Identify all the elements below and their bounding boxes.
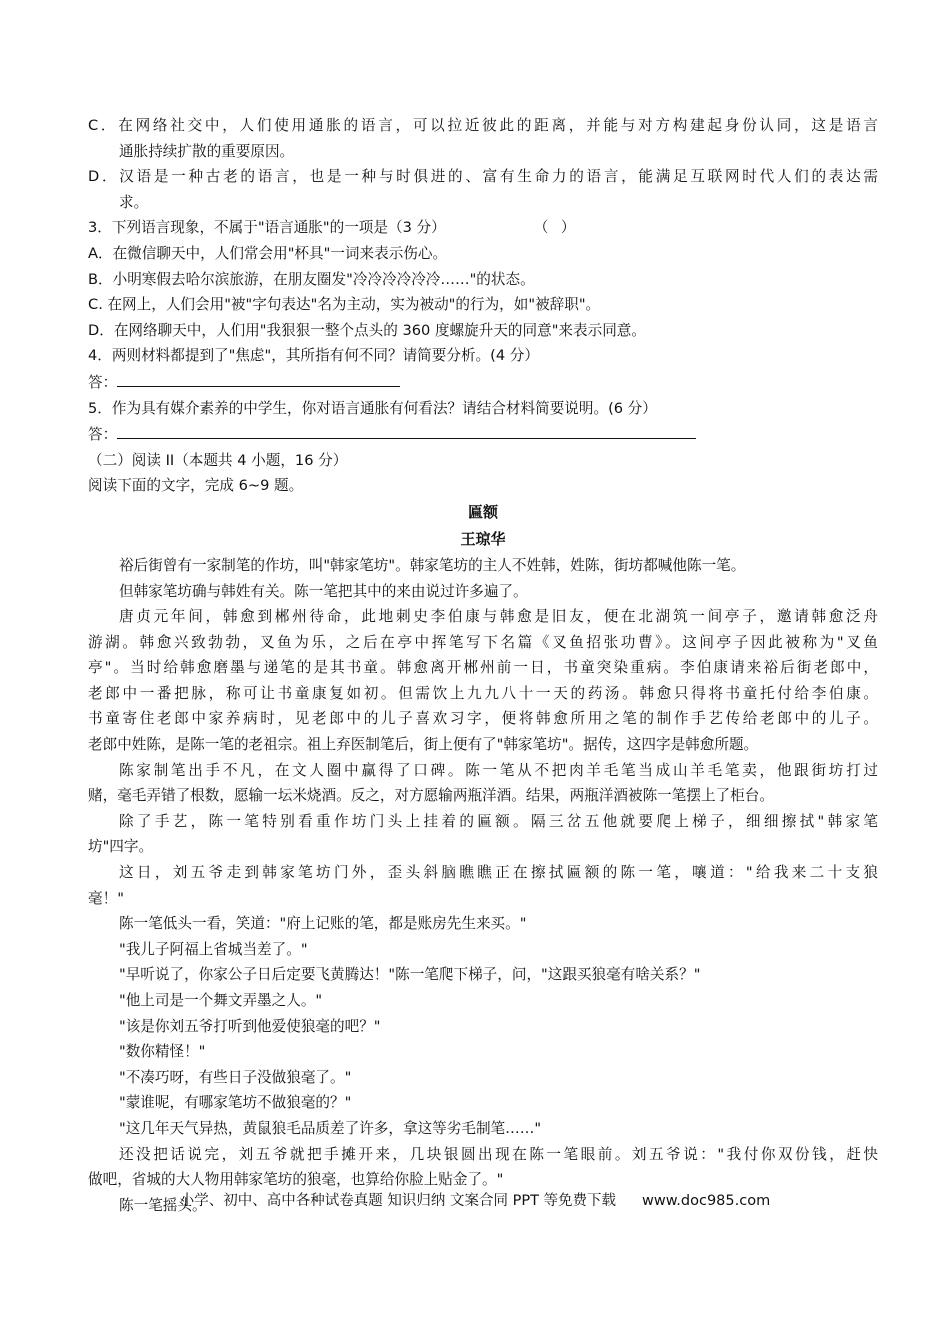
- question-5: 5．作为具有媒介素养的中学生，你对语言通胀有何看法？请结合材料简要说明。(6 分）: [88, 399, 657, 417]
- option-c-line-2: 通胀持续扩散的重要原因。: [119, 142, 295, 160]
- article-paragraph: 除了手艺，陈一笔特别看重作坊门头上挂着的匾额。隔三岔五他就要爬上梯子，细细擦拭"韩家笔: [119, 812, 878, 830]
- article-paragraph: 但韩家笔坊确与韩姓有关。陈一笔把其中的来由说过许多遍了。: [119, 582, 528, 600]
- answer-parenthesis: （ ）: [533, 219, 580, 237]
- article-paragraph-line: 亭"。当时给韩愈磨墨与递笔的是其书童。韩愈离开郴州前一日，书童突染重病。李伯康请来裕后街老郎中，: [88, 659, 878, 677]
- question-3-text: 3．下列语言现象，不属于"语言通胀"的一项是（3 分）: [88, 219, 446, 237]
- article-title: 匾额: [467, 502, 498, 521]
- answer-blank: [117, 369, 400, 387]
- article-paragraph: "这几年天气异热，黄鼠狼毛品质差了许多，拿这等劣毛制笔……": [119, 1119, 542, 1137]
- article-paragraph-line: 做吧，省城的大人物用韩家笔坊的狼毫，也算给你脸上贴金了。": [88, 1171, 504, 1189]
- article-paragraph: 裕后街曾有一家制笔的作坊，叫"韩家笔坊"。韩家笔坊的主人不姓韩，姓陈，街坊都喊他陈一笔。: [119, 556, 746, 574]
- page-footer: [0, 1190, 950, 1212]
- article-paragraph: "该是你刘五爷打听到他爱使狼毫的吧？": [119, 1017, 381, 1035]
- footer-text: 小学、初中、高中各种试卷真题 知识归纳 文案合同 PPT 等免费下载: [179, 1193, 617, 1209]
- article-paragraph-line: 赌，毫毛弄错了根数，愿输一坛米烧酒。反之，对方愿输两瓶洋酒。结果，两瓶洋酒被陈一笔摆上了柜台。: [88, 787, 774, 805]
- answer-blank: [117, 421, 696, 439]
- article-paragraph: "早听说了，你家公子日后定要飞黄腾达！"陈一笔爬下梯子，问，"这跟买狼毫有啥关系？": [119, 966, 701, 984]
- answer-line-4: [88, 369, 878, 396]
- article-paragraph: 陈家制笔出手不凡，在文人圈中赢得了口碑。陈一笔从不把肉羊毛笔当成山羊毛笔卖，他跟街坊打过: [119, 761, 878, 779]
- article-paragraph-line: 游湖。韩愈兴致勃勃，叉鱼为乐，之后在亭中挥笔写下名篇《叉鱼招张功曹》。这间亭子因此被称为"叉鱼: [88, 633, 878, 651]
- answer-line-5: [88, 421, 878, 448]
- option-c-line-1: C．在网络社交中，人们使用通胀的语言，可以拉近彼此的距离，并能与对方构建起身份认同，这是语言: [88, 117, 878, 134]
- article-paragraph: 唐贞元年间，韩愈到郴州待命，此地刺史李伯康与韩愈是旧友，便在北湖筑一间亭子，邀请韩愈泛舟: [119, 608, 878, 626]
- article-paragraph: "不凑巧呀，有些日子没做狼毫了。": [119, 1068, 352, 1086]
- section-2-instruction: 阅读下面的文字，完成 6~9 题。: [88, 477, 304, 495]
- question-4: 4．两则材料都提到了"焦虑"，其所指有何不同？请简要分析。(4 分）: [88, 347, 539, 365]
- article-body: [88, 553, 878, 1218]
- article-paragraph-line: 书童寄住老郎中家养病时，见老郎中的儿子喜欢习字，便将韩愈所用之笔的制作手艺传给老郎中的儿子。: [88, 710, 878, 728]
- question-3-option-b: B．小明寒假去哈尔滨旅游，在朋友圈发"冷冷冷冷冷冷……"的状态。: [88, 270, 535, 288]
- answer-label: 答：: [88, 426, 118, 444]
- article-paragraph-line: 老郎中一番把脉，称可让书童康复如初。但需饮上九九八十一天的药汤。韩愈只得将书童托付给李伯康。: [88, 684, 878, 702]
- question-3-option-a: A．在微信聊天中，人们常会用"杯具"一词来表示伤心。: [88, 244, 448, 262]
- question-3: [88, 215, 878, 241]
- article-paragraph-line: 老郎中姓陈，是陈一笔的老祖宗。祖上弃医制笔后，街上便有了"韩家笔坊"。据传，这四字是韩愈所题。: [88, 736, 759, 754]
- option-d-line-2: 求。: [119, 193, 149, 211]
- exam-page: [88, 113, 878, 1218]
- article-paragraph: 还没把话说完，刘五爷就把手摊开来，几块银圆出现在陈一笔眼前。刘五爷说："我付你双份钱，赶快: [119, 1145, 878, 1163]
- article-paragraph: "他上司是一个舞文弄墨之人。": [119, 992, 323, 1009]
- article-author: 王琼华: [460, 529, 506, 548]
- option-d-line-1: D．汉语是一种古老的语言，也是一种与时俱进的、富有生命力的语言，能满足互联网时代人们的表达需: [88, 168, 878, 186]
- article-paragraph: 陈一笔低头一看，笑道："府上记账的笔，都是账房先生来买。": [119, 915, 527, 933]
- question-3-option-c: C. 在网上，人们会用"被"字句表达"名为主动，实为被动"的行为，如"被辞职"。: [88, 296, 601, 314]
- article-paragraph: 这日，刘五爷走到韩家笔坊门外，歪头斜脑瞧瞧正在擦拭匾额的陈一笔，嚷道："给我来二十支狼: [119, 864, 878, 882]
- answer-label: 答：: [88, 373, 118, 391]
- article-paragraph-line: 毫！": [88, 889, 124, 907]
- article-paragraph: "蒙谁呢，有哪家笔坊不做狼毫的？": [119, 1094, 352, 1112]
- article-paragraph: "我儿子阿福上省城当差了。": [119, 940, 308, 958]
- question-3-option-d: D．在网络聊天中，人们用"我狠狠一整个点头的 360 度螺旋升天的同意"来表示同意。: [88, 321, 646, 339]
- article-paragraph: "数你精怪！": [119, 1043, 206, 1061]
- article-paragraph: 陈一笔摇头。: [119, 1196, 207, 1214]
- section-2-heading: （二）阅读 II（本题共 4 小题，16 分）: [88, 451, 348, 469]
- footer-url[interactable]: www.doc985.com: [642, 1193, 771, 1209]
- article-paragraph-line: 坊"四字。: [88, 838, 154, 856]
